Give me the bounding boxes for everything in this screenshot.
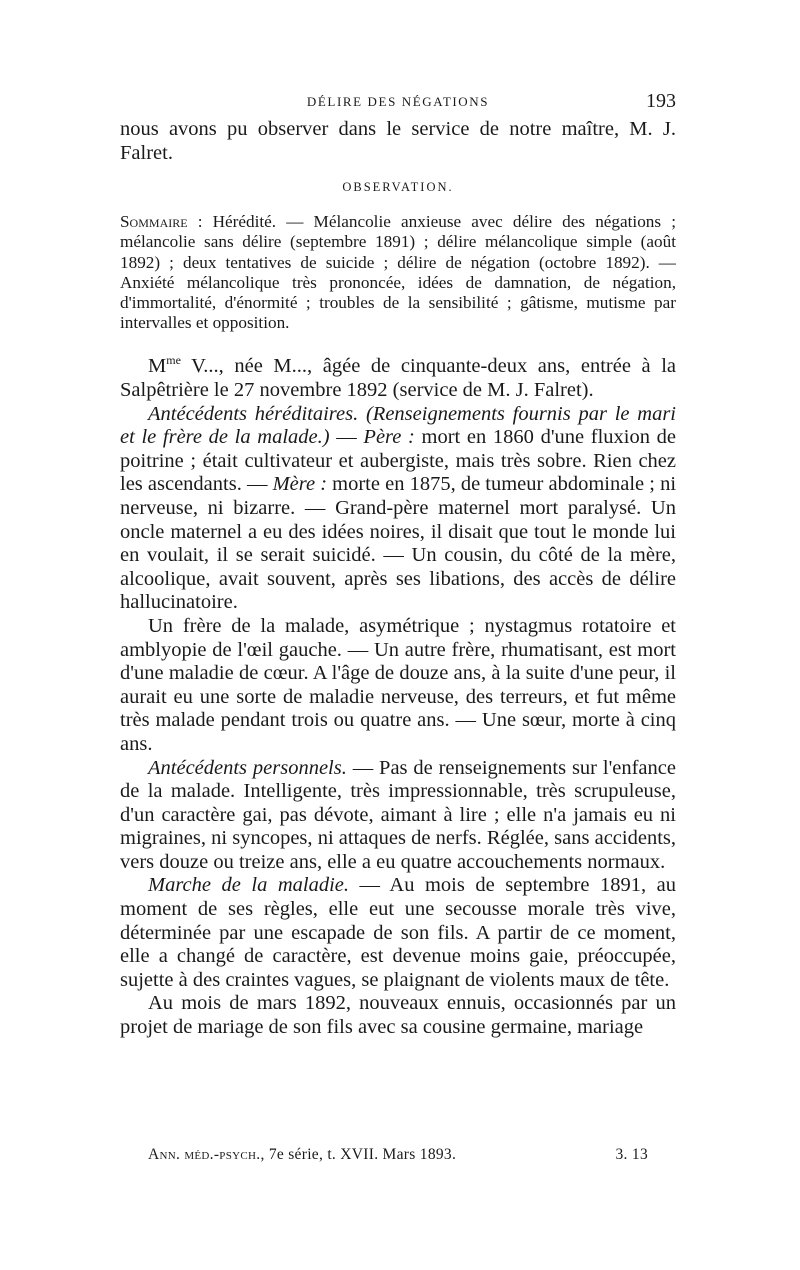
course-text: — Au mois de septembre 1891, au moment de ses règles, elle eut une secousse morale très vive, déterminée par une escapade de son fils. A partir de ce moment, elle a changé de caractère, est devenue moins gaie, préoccupée, sujette à des craintes vagues, se plaignant de violents maux de tête. bbox=[120, 874, 676, 991]
paragraph-march: Au mois de mars 1892, nouveaux ennuis, occasionnés par un projet de mariage de son fils avec sa cousine germaine, mariage bbox=[120, 992, 676, 1039]
paragraph-admission bbox=[120, 355, 676, 402]
paragraph-personal bbox=[120, 757, 676, 875]
admission-text: V..., née M..., âgée de cinquante-deux ans, entrée à la Salpêtrière le 27 novembre 1892 (service de M. J. Falret). bbox=[120, 355, 676, 401]
summary-block bbox=[120, 212, 676, 333]
paragraph-course bbox=[120, 874, 676, 992]
running-head-title: DÉLIRE DES NÉGATIONS bbox=[306, 94, 490, 109]
page-number: 193 bbox=[646, 90, 676, 112]
mother-label: Mère : bbox=[272, 473, 328, 496]
summary-text: Hérédité. — Mélancolie anxieuse avec délire des négations ; mélancolie sans délire (septembre 1891) ; délire mélancolique simple (août 1892) ; deux tentatives de suicide ; délire de négation (octobre 1892). — Anxiété mélancolique très prononcée, idées de damnation, de négation, d'immortalité, d'énormité ; troubles de la sensibilité ; gâtisme, mutisme par intervalles et opposition. bbox=[120, 212, 676, 333]
admission-sup: me bbox=[166, 353, 181, 368]
hereditary-dash: — bbox=[329, 426, 364, 449]
running-head bbox=[120, 92, 676, 118]
observation-heading: OBSERVATION. bbox=[342, 180, 454, 195]
footer-signature: 3. 13 bbox=[615, 1146, 648, 1163]
paragraph-siblings: Un frère de la malade, asymétrique ; nystagmus rotatoire et amblyopie de l'œil gauche. — Un autre frère, rhumatisant, est mort d'une maladie de cœur. A l'âge de douze ans, à la suite d'une peur, il aurait eu une sorte de maladie nerveuse, des terreurs, et fut même très malade pendant trois ou quatre ans. — Une sœur, morte à cinq ans. bbox=[120, 614, 676, 755]
summary-label: Sommaire : bbox=[120, 212, 203, 232]
opening-text: nous avons pu observer dans le service de notre maître, M. J. Falret. bbox=[120, 118, 676, 164]
hereditary-heading: Antécédents héréditaires. (Renseignements fournis par le mari et le frère de la malade.) bbox=[120, 402, 676, 449]
hereditary-text-2: morte en 1875, de tumeur abdominale ; ni nerveuse, ni bizarre. — Grand-père maternel mort paralysé. Un oncle maternel a eu des idées noires, il disait que tout le monde lui en voulait, il se serait suicidé. — Un cousin, du côté de la mère, alcoolique, avait souvent, après ses libations, des accès de délire hallucinatoire. bbox=[120, 473, 677, 614]
book-page bbox=[120, 92, 676, 1040]
course-heading: Marche de la maladie. bbox=[148, 874, 350, 897]
footer-series: 7e série, t. XVII. Mars 1893. bbox=[268, 1146, 457, 1163]
personal-heading: Antécédents personnels. bbox=[148, 756, 347, 779]
father-label: Père : bbox=[363, 426, 415, 449]
footer-journal: Ann. méd.-psych., bbox=[148, 1146, 265, 1163]
personal-text: — Pas de renseignements sur l'enfance de la malade. Intelligente, très impressionnable, très scrupuleuse, d'un caractère gai, pas dévote, aimant à lire ; elle n'a jamais eu ni migraines, ni syncopes, ni attaques de nerfs. Réglée, sans accidents, vers douze ou treize ans, elle a eu quatre accouchements normaux. bbox=[120, 756, 676, 873]
hereditary-text-1: mort en 1860 d'une fluxion de poitrine ; était cultivateur et aubergiste, mais très sobre. Rien chez les ascendants. — bbox=[120, 426, 677, 496]
page-footer bbox=[148, 1146, 648, 1164]
admission-prefix: M bbox=[148, 355, 167, 378]
paragraph-hereditary bbox=[120, 403, 676, 615]
